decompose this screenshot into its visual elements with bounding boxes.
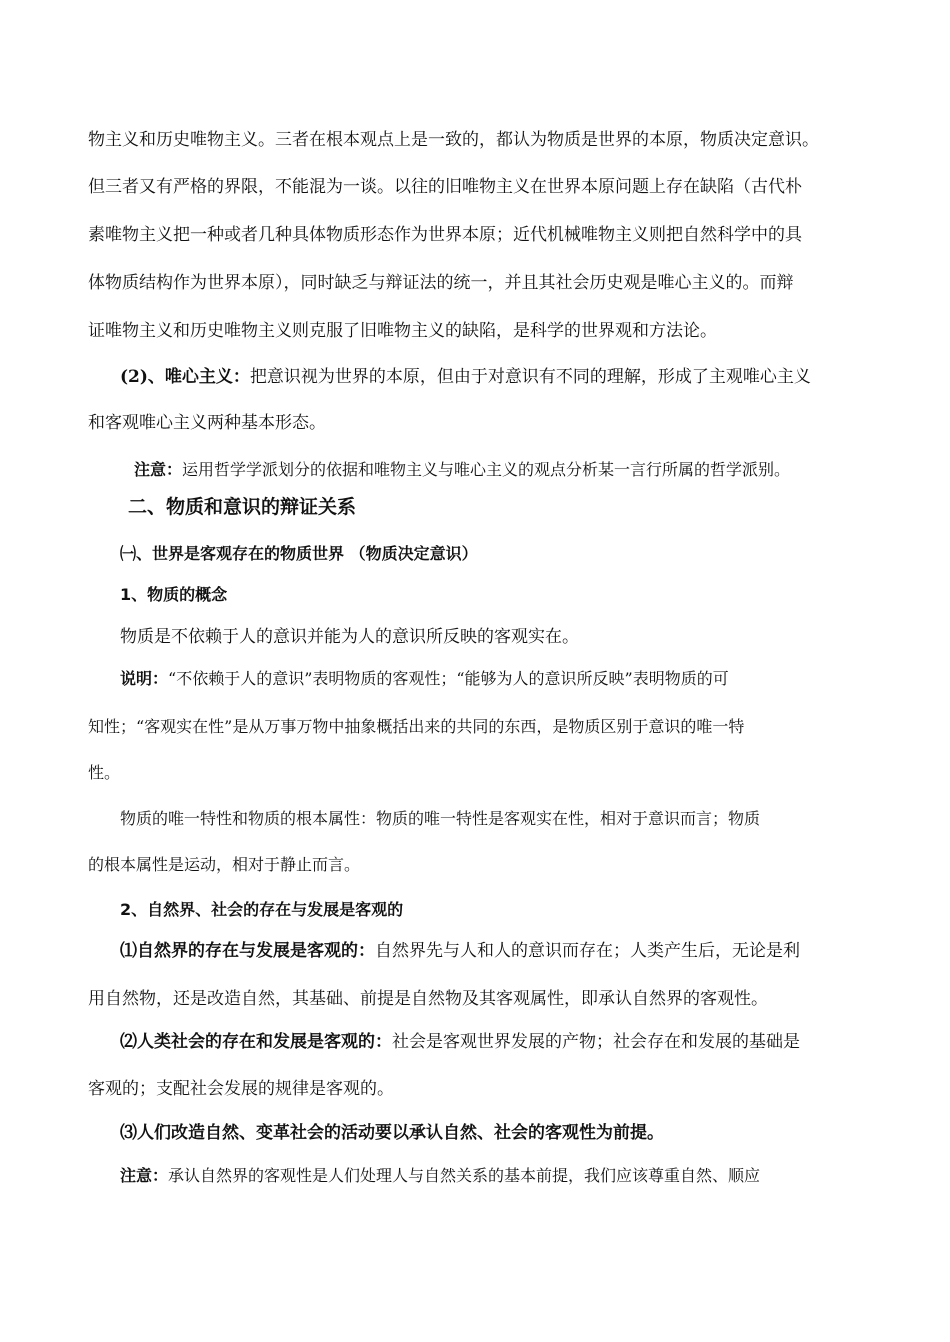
idealism-line	[120, 364, 880, 390]
society-line	[120, 1029, 880, 1055]
nature-line-2: 用自然物，还是改造自然，其基础、前提是自然物及其客观属性，即承认自然界的客观性。	[88, 989, 768, 1009]
paragraph-line: 素唯物主义把一种或者几种具体物质形态作为世界本原；近代机械唯物主义则把自然科学中的具	[88, 225, 802, 245]
section-heading: 二、物质和意识的辩证关系	[128, 496, 357, 518]
explain-label: 说明：	[120, 669, 169, 688]
idealism-text: 把意识视为世界的本原，但由于对意识有不同的理解，形成了主观唯心主义	[249, 367, 811, 387]
paragraph-line: 但三者又有严格的界限，不能混为一谈。以往的旧唯物主义在世界本原问题上存在缺陷（古代朴	[88, 177, 802, 197]
item-heading: 1、物质的概念	[120, 585, 228, 604]
nature-text: 自然界先与人和人的意识而存在；人类产生后，无论是利	[375, 941, 800, 961]
explain-text: “不依赖于人的意识”表明物质的客观性；“能够为人的意识所反映”表明物质的可	[168, 669, 729, 688]
explain-line-2: 知性；“客观实在性”是从万事万物中抽象概括出来的共同的东西，是物质区别于意识的唯一特	[88, 717, 745, 736]
paragraph-line: 证唯物主义和历史唯物主义则克服了旧唯物主义的缺陷，是科学的世界观和方法论。	[88, 321, 717, 341]
item-heading: 2、自然界、社会的存在与发展是客观的	[120, 900, 404, 919]
idealism-line-2: 和客观唯心主义两种基本形态。	[88, 413, 326, 433]
attribute-line: 物质的唯一特性和物质的根本属性：物质的唯一特性是客观实在性，相对于意识而言；物质	[120, 809, 761, 828]
paragraph-line: 物主义和历史唯物主义。三者在根本观点上是一致的，都认为物质是世界的本原，物质决定意识。	[88, 130, 819, 150]
society-text: 社会是客观世界发展的产物；社会存在和发展的基础是	[392, 1032, 800, 1052]
premise-line: ⑶人们改造自然、变革社会的活动要以承认自然、社会的客观性为前提。	[120, 1123, 664, 1143]
note-label: 注意：	[120, 1166, 169, 1185]
note-text: 运用哲学学派划分的依据和唯物主义与唯心主义的观点分析某一言行所属的哲学派别。	[182, 460, 791, 479]
society-label: ⑵人类社会的存在和发展是客观的：	[120, 1032, 392, 1052]
idealism-label: (2)、唯心主义：	[120, 367, 250, 387]
note-label: 注意：	[134, 460, 183, 479]
nature-line	[120, 938, 880, 964]
explain-line	[120, 666, 880, 692]
note-text: 承认自然界的客观性是人们处理人与自然关系的基本前提，我们应该尊重自然、顺应	[168, 1166, 761, 1185]
explain-line-3: 性。	[88, 763, 121, 782]
matter-definition: 物质是不依赖于人的意识并能为人的意识所反映的客观实在。	[120, 627, 579, 647]
nature-label: ⑴自然界的存在与发展是客观的：	[120, 941, 375, 961]
attribute-line-2: 的根本属性是运动，相对于静止而言。	[88, 855, 361, 874]
paragraph-line: 体物质结构作为世界本原），同时缺乏与辩证法的统一，并且其社会历史观是唯心主义的。而辩	[88, 273, 794, 293]
society-line-2: 客观的；支配社会发展的规律是客观的。	[88, 1079, 394, 1099]
subsection-heading: ㈠、世界是客观存在的物质世界 （物质决定意识）	[120, 544, 478, 563]
note-line	[134, 457, 880, 483]
note-line	[120, 1163, 880, 1189]
